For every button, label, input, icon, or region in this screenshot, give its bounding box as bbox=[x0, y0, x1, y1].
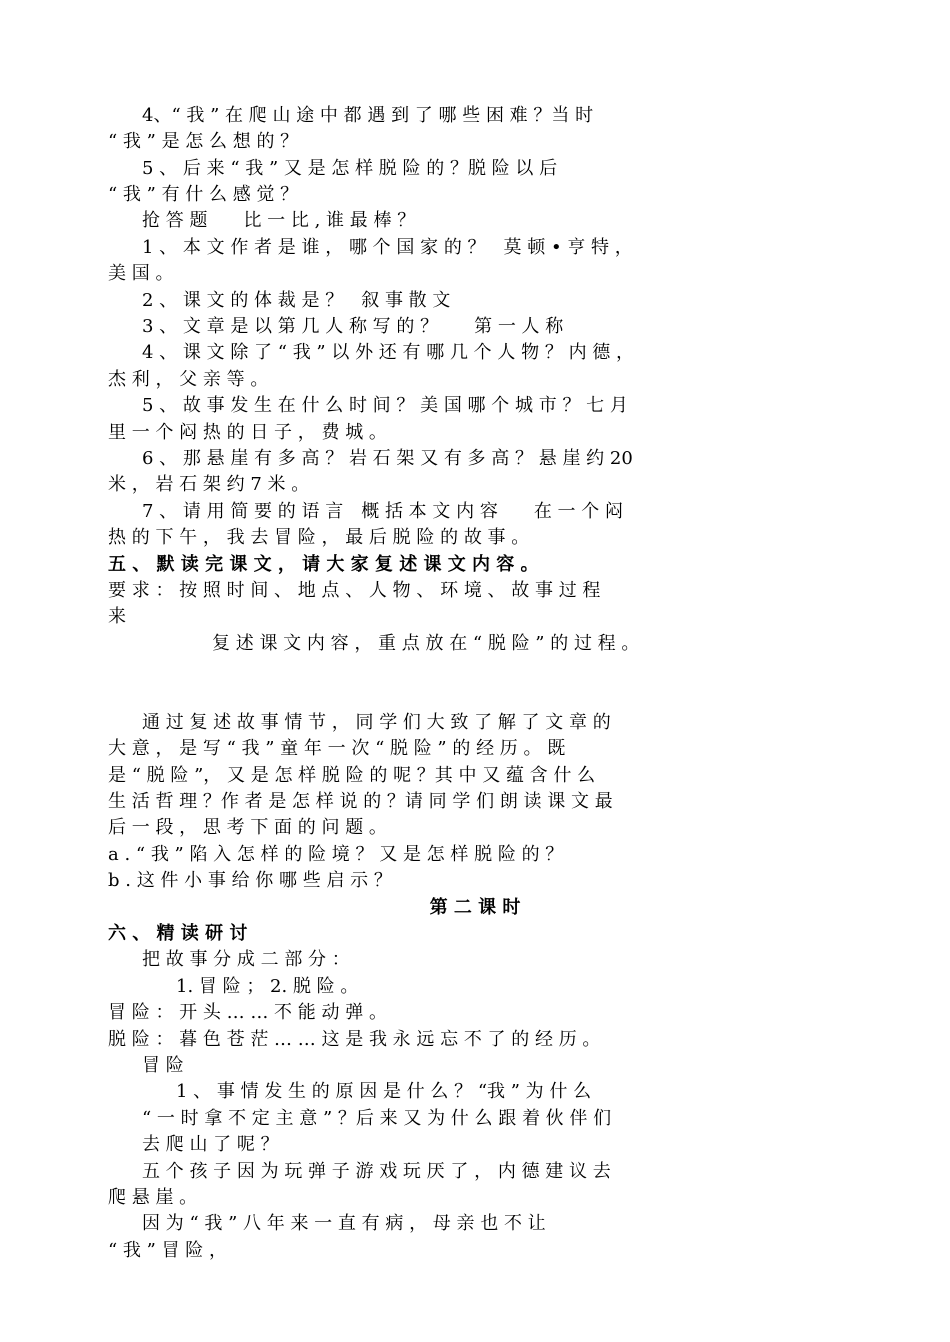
question-5-line: 5 、 后 来 “ 我 ” 又 是 怎 样 脱 险 的 ？脱 险 以 后 bbox=[142, 158, 558, 179]
requirement-cont: 来 bbox=[108, 606, 126, 627]
section-5-heading: 五 、 默 读 完 课 文 ， 请 大 家 复 述 课 文 内 容 。 bbox=[108, 554, 539, 575]
quiz-item-1: 1 、 本 文 作 者 是 谁 ， 哪 个 国 家 的 ？ 莫 顿 • 亨 特 ， bbox=[142, 237, 633, 258]
quiz-item-7-cont: 热 的 下 午 ， 我 去 冒 险 ， 最 后 脱 险 的 故 事 。 bbox=[108, 527, 530, 548]
question-4-line: 4、“ 我 ” 在 爬 山 途 中 都 遇 到 了 哪 些 困 难 ？当 时 bbox=[142, 105, 594, 126]
quiz-item-4: 4 、 课 文 除 了 “ 我 ” 以 外 还 有 哪 几 个 人 物 ？ 内 德 ， bbox=[142, 342, 635, 363]
part-escape: 脱 险 ： 暮 色 苍 茫 … … 这 是 我 永 远 忘 不 了 的 经 历 。 bbox=[108, 1029, 601, 1050]
lesson-2-heading: 第 二 课 时 bbox=[429, 897, 521, 918]
quiz-heading: 抢 答 题 比 一 比 , 谁 最 棒 ？ bbox=[142, 210, 416, 231]
quiz-item-1-cont: 美 国 。 bbox=[108, 263, 174, 284]
quiz-item-6-cont: 米 ， 岩 石 架 约 7 米 。 bbox=[108, 474, 310, 495]
question-a: a . “ 我 ” 陷 入 怎 样 的 险 境 ？ 又 是 怎 样 脱 险 的 ？ bbox=[108, 844, 564, 865]
answer-line-2-cont: “ 我 ” 冒 险 ， bbox=[108, 1240, 228, 1261]
paragraph-line-2: 大 意 ， 是 写 “ 我 ” 童 年 一 次 “ 脱 险 ” 的 经 历 。 既 bbox=[108, 738, 566, 759]
paragraph-line-1: 通 过 复 述 故 事 情 节 ， 同 学 们 大 致 了 解 了 文 章 的 bbox=[142, 712, 611, 733]
quiz-item-5-cont: 里 一 个 闷 热 的 日 子 ， 费 城 。 bbox=[108, 422, 387, 443]
question-b: b . 这 件 小 事 给 你 哪 些 启 示 ？ bbox=[108, 870, 392, 891]
adventure-question-1-cont: “ 一 时 拿 不 定 主 意 ” ？后 来 又 为 什 么 跟 着 伙 伴 们 bbox=[142, 1108, 612, 1129]
question-5-cont: “ 我 ” 有 什 么 感 觉 ？ bbox=[108, 184, 299, 205]
quiz-item-5: 5 、 故 事 发 生 在 什 么 时 间 ？ 美 国 哪 个 城 市 ？ 七 月 bbox=[142, 395, 628, 416]
quiz-item-3: 3 、 文 章 是 以 第 几 人 称 写 的 ？ 第 一 人 称 bbox=[142, 316, 564, 337]
answer-line-2: 因 为 “ 我 ” 八 年 来 一 直 有 病 ， 母 亲 也 不 让 bbox=[142, 1213, 546, 1234]
paragraph-line-4: 生 活 哲 理 ？作 者 是 怎 样 说 的 ？请 同 学 们 朗 读 课 文 最 bbox=[108, 791, 613, 812]
question-4-cont: “ 我 ” 是 怎 么 想 的 ？ bbox=[108, 131, 299, 152]
answer-line-1: 五 个 孩 子 因 为 玩 弹 子 游 戏 玩 厌 了 ， 内 德 建 议 去 bbox=[142, 1161, 611, 1182]
quiz-item-4-cont: 杰 利 ， 父 亲 等 。 bbox=[108, 369, 269, 390]
requirement-detail: 复 述 课 文 内 容 ， 重 点 放 在 “ 脱 险 ” 的 过 程 。 bbox=[212, 633, 640, 654]
quiz-item-7: 7 、 请 用 简 要 的 语 言 概 括 本 文 内 容 在 一 个 闷 bbox=[142, 501, 623, 522]
paragraph-line-3: 是 “ 脱 险 ”， 又 是 怎 样 脱 险 的 呢 ？其 中 又 蕴 含 什 么 bbox=[108, 765, 596, 786]
story-parts: 1. 冒 险 ； 2. 脱 险 。 bbox=[176, 976, 359, 997]
paragraph-line-5: 后 一 段 ， 思 考 下 面 的 问 题 。 bbox=[108, 817, 387, 838]
quiz-item-2: 2 、 课 文 的 体 裁 是 ？ 叙 事 散 文 bbox=[142, 290, 451, 311]
subheading-adventure: 冒 险 bbox=[142, 1055, 184, 1076]
adventure-question-1: 1 、 事 情 发 生 的 原 因 是 什 么 ？ “我 ” 为 什 么 bbox=[176, 1081, 592, 1102]
part-adventure: 冒 险 ： 开 头 … … 不 能 动 弹 。 bbox=[108, 1002, 387, 1023]
quiz-item-6: 6 、 那 悬 崖 有 多 高 ？ 岩 石 架 又 有 多 高 ？ 悬 崖 约 20 bbox=[142, 448, 633, 469]
story-division: 把 故 事 分 成 二 部 分 ： bbox=[142, 949, 350, 970]
section-6-heading: 六 、 精 读 研 讨 bbox=[108, 923, 248, 944]
answer-line-1-cont: 爬 悬 崖 。 bbox=[108, 1187, 198, 1208]
adventure-question-1-end: 去 爬 山 了 呢 ？ bbox=[142, 1134, 279, 1155]
requirement-line: 要 求 ： 按 照 时 间 、 地 点 、 人 物 、 环 境 、 故 事 过 程 bbox=[108, 580, 601, 601]
